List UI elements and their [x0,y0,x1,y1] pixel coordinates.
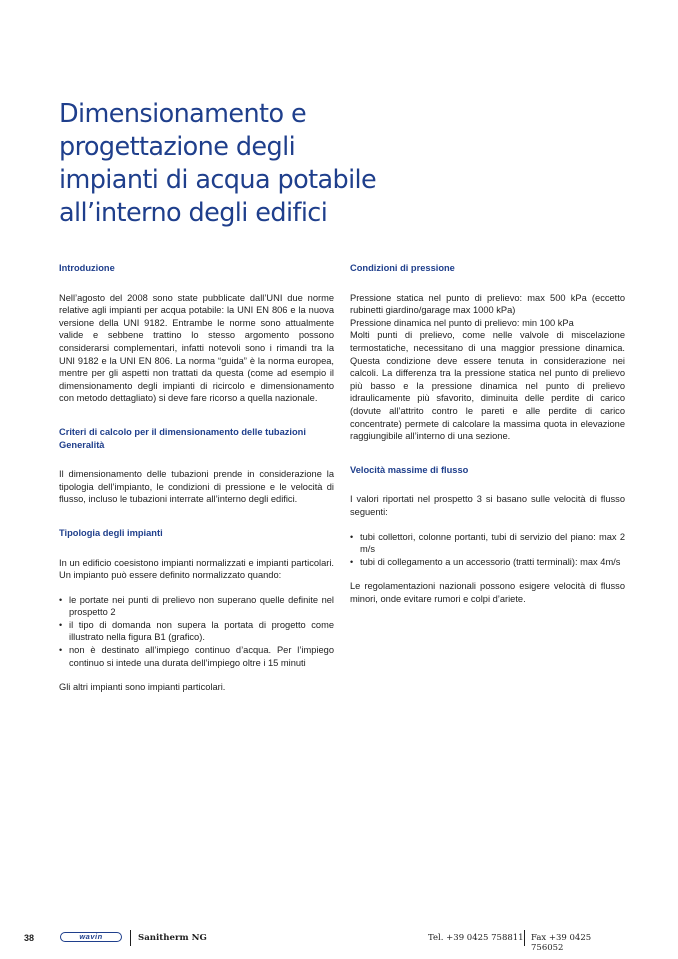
list-item-text: tubi di collegamento a un accessorio (tratti terminali): max 4m/s [360,556,621,567]
pressione-dinamica: Pressione dinamica nel punto di prelievo: min 100 kPa [350,317,574,328]
bullet-icon: • [350,531,354,542]
left-column [59,262,334,694]
list-item [350,556,625,569]
right-column [350,262,625,605]
velocita-list [350,531,625,569]
list-item-text: il tipo di domanda non supera la portata di progetto come illustrato nella figura B1 (grafico). [69,619,334,643]
bullet-icon: • [350,556,354,567]
telephone: Tel. +39 0425 758811 [428,933,524,943]
list-item [350,531,625,556]
pressione-paragraph: Molti punti di prelievo, come nelle valvole di miscelazione termostatiche, necessitano di una maggior pressione dinamica. Questa condizione deve essere tenuta in considerazione nei calcoli. La differenza tra la pressione statica nel punto di prelievo più basso e la pressione dinamica nel punto di prelievo idraulicamente più sfavorito, diminuita delle perdite di carico (dovute all’attrito contro le pareti e alle perdite di carico concentrate) permete di calcolare la massima quota in elevazione raggiungibile all’interno di una sezione. [350,330,625,442]
list-item [59,594,334,619]
list-item-text: non è destinato all’impiego continuo d’acqua. Per l’impiego continuo si intede una durata dell’impiego oltre i 15 minuti [69,645,334,668]
page-footer [24,930,624,953]
velocita-closing: Le regolamentazioni nazionali possono esigere velocità di flusso minori, onde evitare rumori e colpi d’ariete. [350,581,625,604]
velocita-paragraph: I valori riportati nel prospetto 3 si basano sulle velocità di flusso seguenti: [350,494,625,517]
title-line: all’interno degli edifici [59,198,328,228]
velocita-heading: Velocità massime di flusso [350,464,469,475]
page-number: 38 [24,933,35,943]
pressione-statica: Pressione statica nel punto di prelievo: max 500 kPa (eccetto rubinetti giardino/garage max 1000 kPa) [350,292,625,316]
tipologia-heading: Tipologia degli impianti [59,527,163,538]
product-name: Sanitherm NG [138,933,207,943]
bullet-icon: • [59,594,63,605]
generalita-heading: Generalità [59,439,105,450]
list-item [59,644,334,669]
tipologia-list [59,594,334,670]
list-item [59,619,334,644]
bullet-icon: • [59,619,63,630]
footer-divider [524,930,525,946]
bullet-icon: • [59,645,63,656]
intro-paragraph: Nell’agosto del 2008 sono state pubblicate dall’UNI due norme relative agli impianti per acqua potabile: la UNI EN 806 e la nuova versione della UNI 9182. Entrambe le norme sono attualmente valide e sebbene trattino lo stesso argomento possono considerarsi complementari, infatti notevoli sono i rimandi tra la UNI 9182 e la UNI EN 806. La norma “guida” è la norma europea, mentre per gli aspetti non trattati da questa (come ad esempio il dimensionamento degli impianti di ricircolo e dimensionamento con metodo dettagliato) si deve fare ricorso a quella nazionale. [59,292,334,404]
page-title [59,98,519,230]
list-item-text: tubi collettori, colonne portanti, tubi di servizio del piano: max 2 m/s [360,531,625,555]
pressione-heading: Condizioni di pressione [350,263,455,273]
fax: Fax +39 0425 756052 [531,933,592,953]
footer-divider [130,930,131,946]
closing-paragraph: Gli altri impianti sono impianti particolari. [59,682,226,693]
criteri-paragraph: Il dimensionamento delle tubazioni prende in considerazione la tipologia dell’impianto, le condizioni di pressione e le velocità di flusso, incluso le tubazioni interrate all’interno degli edifici. [59,469,334,505]
list-item-text: le portate nei punti di prelievo non superano quelle definite nel prospetto 2 [69,594,334,618]
title-line: progettazione degli [59,132,296,162]
title-line: Dimensionamento e [59,99,307,129]
criteri-heading: Criteri di calcolo per il dimensionamento delle tubazioni [59,426,306,437]
tipologia-paragraph: In un edificio coesistono impianti normalizzati e impianti particolari. Un impianto può essere definito normalizzato quando: [59,557,334,581]
title-line: impianti di acqua potabile [59,165,377,195]
intro-heading: Introduzione [59,263,115,273]
wavin-logo: wavin [60,932,122,942]
